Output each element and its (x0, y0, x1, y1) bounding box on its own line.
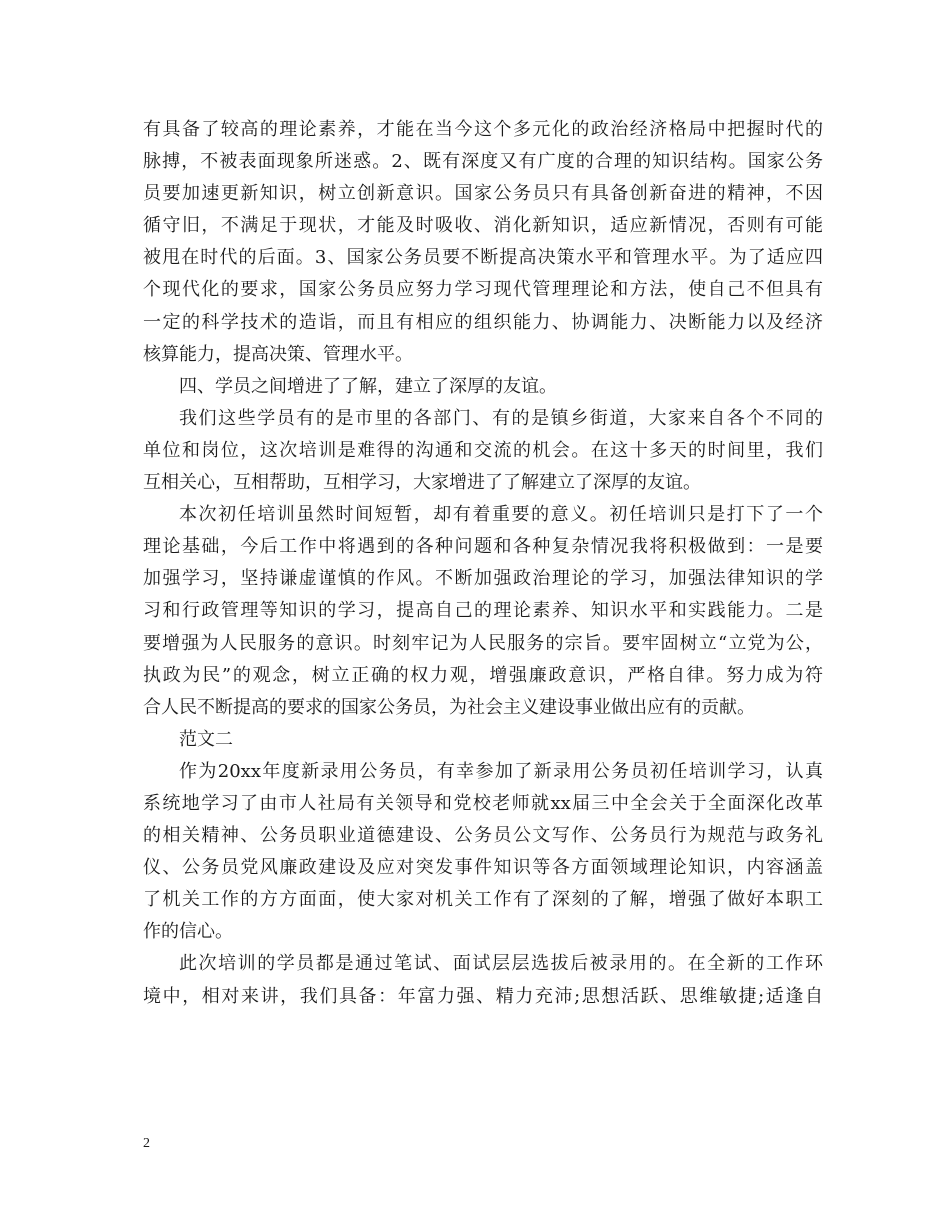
text-line: 合人民不断提高的要求的国家公务员，为社会主义建设事业做出应有的贡献。 (143, 696, 755, 718)
text-line: 执政为民”的观念，树立正确的权力观，增强廉政意识，严格自律。努力成为符 (143, 664, 823, 686)
text-line: 境中，相对来讲，我们具备：年富力强、精力充沛;思想活跃、思维敏捷;适逢自 (143, 985, 823, 1007)
text-line: 个现代化的要求，国家公务员应努力学习现代管理理论和方法，使自己不但具有 (143, 279, 823, 301)
text-line: 加强学习，坚持谦虚谨慎的作风。不断加强政治理论的学习，加强法律知识的学 (143, 568, 823, 590)
text-line: 本次初任培训虽然时间短暂，却有着重要的意义。初任培训只是打下了一个 (179, 504, 823, 526)
text-line: 系统地学习了由市人社局有关领导和党校老师就xx届三中全会关于全面深化改革 (143, 792, 823, 814)
text-line: 被甩在时代的后面。3、国家公务员要不断提高决策水平和管理水平。为了适应四 (143, 247, 823, 269)
text-line: 了机关工作的方方面面，使大家对机关工作有了深刻的了解，增强了做好本职工 (143, 889, 823, 911)
text-line: 我们这些学员有的是市里的各部门、有的是镇乡街道，大家来自各个不同的 (179, 407, 823, 429)
text-line: 的相关精神、公务员职业道德建设、公务员公文写作、公务员行为规范与政务礼 (143, 825, 823, 847)
text-line: 要增强为人民服务的意识。时刻牢记为人民服务的宗旨。要牢固树立“立党为公， (143, 632, 823, 654)
text-line: 仪、公务员党风廉政建设及应对突发事件知识等各方面领域理论知识，内容涵盖 (143, 857, 823, 879)
text-line: 习和行政管理等知识的学习，提高自己的理论素养、知识水平和实践能力。二是 (143, 600, 823, 622)
text-line: 四、学员之间增进了了解，建立了深厚的友谊。 (179, 375, 557, 397)
text-line: 核算能力，提高决策、管理水平。 (143, 343, 413, 365)
page-number: 2 (143, 1136, 150, 1151)
text-line: 作的信心。 (143, 921, 233, 943)
text-line: 此次培训的学员都是通过笔试、面试层层选拔后被录用的。在全新的工作环 (179, 953, 823, 975)
text-line: 脉搏，不被表面现象所迷惑。2、既有深度又有广度的合理的知识结构。国家公务 (143, 151, 823, 173)
text-line: 理论基础，今后工作中将遇到的各种问题和各种复杂情况我将积极做到：一是要 (143, 536, 823, 558)
text-line: 单位和岗位，这次培训是难得的沟通和交流的机会。在这十多天的时间里，我们 (143, 439, 823, 461)
text-line: 作为20xx年度新录用公务员，有幸参加了新录用公务员初任培训学习，认真 (179, 760, 823, 782)
text-line: 一定的科学技术的造诣，而且有相应的组织能力、协调能力、决断能力以及经济 (143, 311, 823, 333)
document-body (143, 114, 823, 1013)
text-line: 员要加速更新知识，树立创新意识。国家公务员只有具备创新奋进的精神，不因 (143, 183, 823, 205)
text-line: 互相关心，互相帮助，互相学习，大家增进了了解建立了深厚的友谊。 (143, 472, 701, 494)
text-line: 范文二 (179, 728, 233, 750)
text-line: 有具备了较高的理论素养，才能在当今这个多元化的政治经济格局中把握时代的 (143, 119, 823, 140)
text-line: 循守旧，不满足于现状，才能及时吸收、消化新知识，适应新情况，否则有可能 (143, 215, 823, 237)
